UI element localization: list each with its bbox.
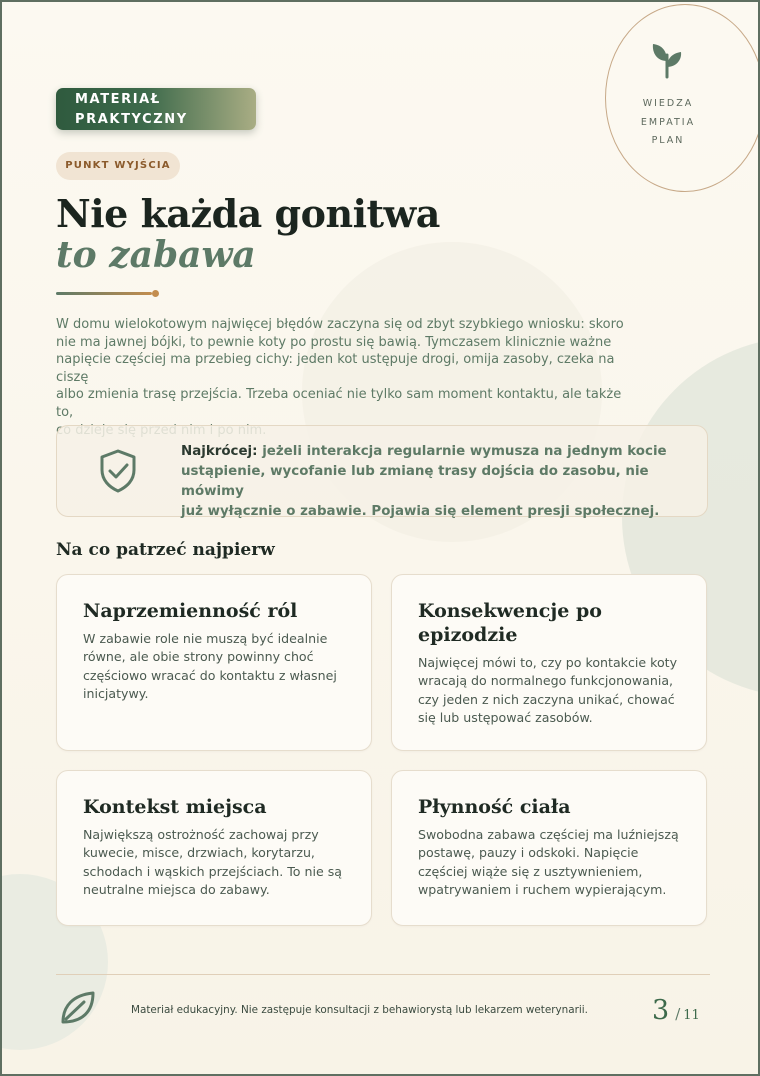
callout-lead: Najkrócej: [181, 444, 258, 459]
card-body: W zabawie role nie muszą być idealnie równe, ale obie strony powinny choć częściowo wracać do kontaktu z własnej inicjatywy. [83, 631, 337, 702]
title-divider [56, 292, 152, 295]
intro-line: W domu wielokotowym najwięcej błędów zaczyna się od zbyt szybkiego wniosku: skoro [56, 317, 624, 332]
corner-seal [605, 4, 760, 192]
callout-line: jeżeli interakcja regularnie wymusza na jednym kocie [262, 444, 667, 459]
card-body: Swobodna zabawa częściej ma luźniejszą postawę, pauzy i odskoki. Napięcie częściej wiąże się z usztywnieniem, wpatrywaniem i ruchem wypierającym. [418, 827, 679, 898]
page-number [652, 995, 722, 1026]
section-heading: Na co patrzeć najpierw [56, 540, 275, 560]
card-title: Naprzemienność ról [83, 600, 298, 622]
card-title: Kontekst miejsca [83, 796, 267, 818]
badge-line-2: PRAKTYCZNY [75, 112, 188, 127]
page-title: Nie każda gonitwa [56, 191, 440, 236]
intro-paragraph [56, 316, 636, 439]
footer-divider [56, 974, 710, 975]
footer-disclaimer: Materiał edukacyjny. Nie zastępuje konsultacji z behawiorystą lub lekarzem weterynarii. [131, 1004, 588, 1016]
card-role-alternation [56, 574, 372, 751]
section-pill: PUNKT WYJŚCIA [56, 152, 180, 180]
shield-check-icon [97, 448, 139, 494]
page-separator: / [675, 1005, 681, 1023]
card-title: Konsekwencje po epizodzie [418, 600, 602, 646]
seal-line: WIEDZA [642, 98, 694, 109]
callout-line: już wyłącznie o zabawie. Pojawia się element presji społecznej. [181, 504, 660, 519]
page-total: 11 [683, 1008, 700, 1023]
callout-line: ustąpienie, wycofanie lub zmianę trasy dojścia do zasobu, nie mówimy [181, 464, 649, 499]
card-episode-consequences [391, 574, 707, 751]
divider-dot [152, 290, 159, 297]
seal-line: EMPATIA [640, 116, 696, 128]
sprout-icon [649, 39, 685, 79]
leaf-icon [58, 988, 98, 1028]
intro-line: nie ma jawnej bójki, to pewnie koty po prostu się bawią. Tymczasem klinicznie ważne [56, 334, 612, 350]
card-title: Płynność ciała [418, 796, 571, 818]
intro-line: albo zmienia trasę przejścia. Trzeba oceniać nie tylko sam moment kontaktu, ale także to, [56, 387, 622, 420]
seal-motto [606, 95, 730, 151]
intro-line: napięcie częściej ma przebieg cichy: jeden kot ustępuje drogi, omija zasoby, czeka na ciszę [56, 352, 615, 385]
page-current: 3 [652, 995, 670, 1026]
badge-line-1: MATERIAŁ [75, 92, 161, 107]
callout-text [181, 442, 681, 522]
page-subtitle: to zabawa [56, 234, 256, 276]
card-body-fluidity [391, 770, 707, 926]
card-place-context [56, 770, 372, 926]
seal-line: PLAN [651, 135, 685, 146]
card-body: Największą ostrożność zachowaj przy kuwecie, misce, drzwiach, korytarzu, schodach i wąskich przejściach. To nie są neutralne miejsca do zabawy. [83, 827, 342, 898]
summary-callout [56, 425, 708, 517]
card-body: Najwięcej mówi to, czy po kontakcie koty wracają do normalnego funkcjonowania, czy jeden z nich zaczyna unikać, chować się lub ustępować zasobów. [418, 655, 678, 726]
material-badge [56, 88, 256, 130]
